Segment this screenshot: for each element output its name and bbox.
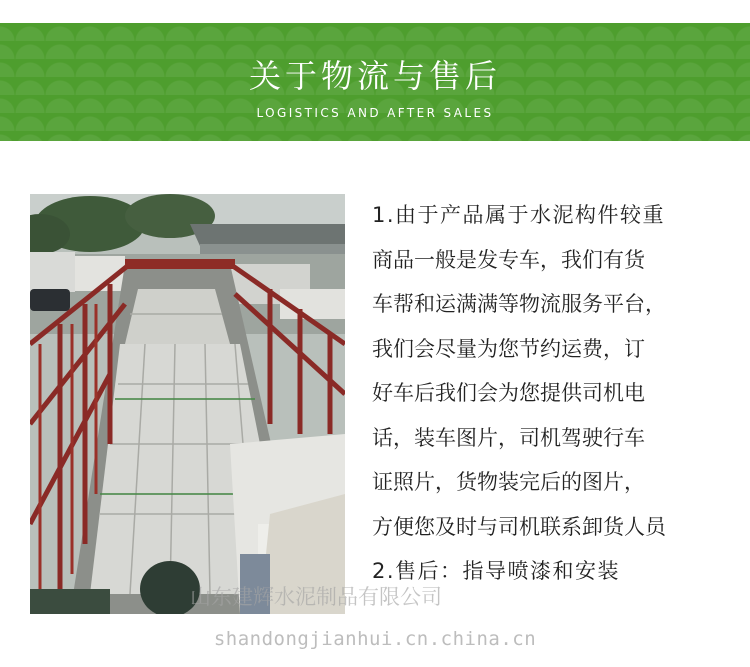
info-line: 证照片，货物装完后的图片， (372, 470, 645, 494)
header-banner (0, 23, 750, 141)
info-line: 2.售后：指导喷漆和安装 (372, 559, 621, 583)
info-line: 好车后我们会为您提供司机电 (372, 381, 645, 405)
info-line: 话，装车图片，司机驾驶行车 (372, 425, 645, 450)
page-title: 关于物流与售后 (248, 57, 501, 95)
info-line: 我们会尽量为您节约运费，订 (372, 336, 645, 361)
info-line: 车帮和运满满等物流服务平台， (372, 292, 666, 316)
truck-photo (30, 194, 345, 614)
company-watermark: 山东建辉水泥制品有限公司 (190, 585, 442, 609)
page-subtitle: LOGISTICS AND AFTER SALES (256, 106, 494, 120)
info-line: 1.由于产品属于水泥构件较重 (372, 203, 666, 227)
site-watermark: shandongjianhui.cn.china.cn (213, 628, 537, 650)
logistics-info (372, 193, 742, 594)
truck-photo-illustration (30, 194, 345, 614)
info-line: 方便您及时与司机联系卸货人员 (372, 514, 666, 539)
info-line: 商品一般是发专车，我们有货 (372, 247, 645, 272)
